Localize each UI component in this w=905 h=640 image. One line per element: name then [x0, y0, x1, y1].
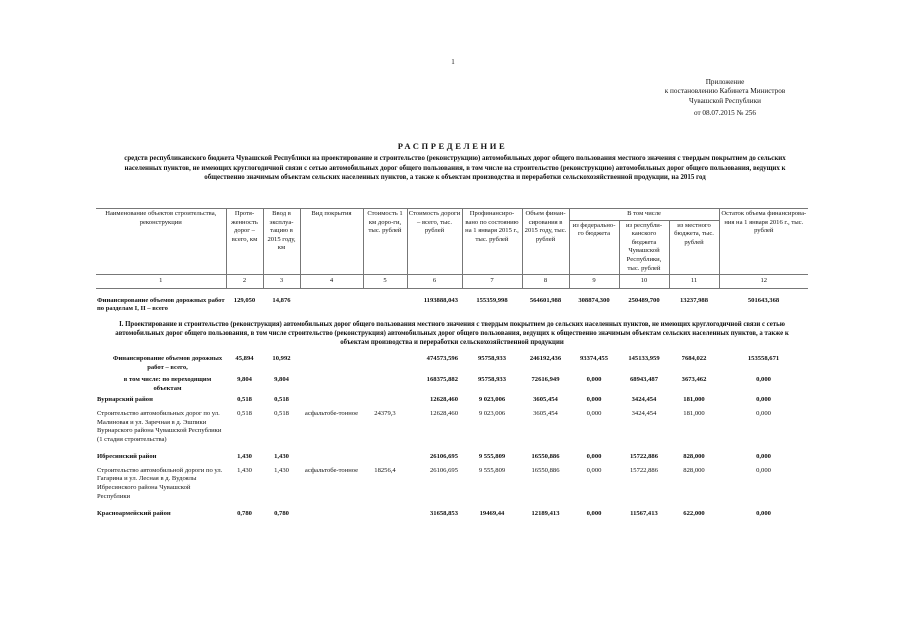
document-title: РАСПРЕДЕЛЕНИЕ	[397, 141, 508, 151]
cell-local: 7684,022	[681, 354, 707, 362]
column-number: 11	[669, 275, 719, 289]
cell-financed: 155359,998	[476, 296, 508, 304]
section-title-row	[96, 314, 808, 355]
cell-cost-per-km	[363, 372, 407, 393]
cell-volume: 72616,949	[531, 376, 560, 384]
column-number: 8	[522, 275, 569, 289]
cell-surface	[300, 393, 363, 408]
cell-federal: 0,000	[586, 510, 602, 518]
column-number: 9	[569, 275, 619, 289]
cell-cost-total: 12628,460	[429, 409, 458, 417]
cell-volume: 3605,454	[533, 409, 558, 417]
cell-local: 828,000	[683, 453, 705, 461]
cell-financed: 95758,933	[477, 354, 507, 362]
header-remainder: Остаток объема финансирова-ния на 1 января 2016 г., тыс. рублей	[719, 209, 808, 275]
cell-name: Строительство автомобильных дорог по ул. Малиновая и ул. Заречная в д. Эшпики Вурнарского района Чувашской Республики (1 стадия строительства)	[97, 409, 222, 443]
cell-name: Вурнарский район	[97, 396, 153, 404]
appendix-line-2: к постановлению Кабинета Министров	[664, 87, 786, 96]
column-numbers-row	[96, 275, 808, 289]
table-row-section-total	[96, 355, 808, 372]
cell-commissioning: 1,430	[274, 453, 289, 461]
cell-federal: 0,000	[586, 409, 602, 417]
cell-cost-total: 26106,695	[429, 453, 458, 461]
cell-commissioning: 1,430	[274, 466, 289, 474]
cell-remainder: 0,000	[756, 453, 771, 461]
cell-remainder: 0,000	[756, 396, 771, 404]
cell-remainder: 501643,368	[747, 296, 780, 304]
cell-financed: 9 023,006	[478, 396, 506, 404]
cell-length: 0,518	[237, 396, 252, 404]
header-cost-total: Стоимость дороги – всего, тыс. рублей	[407, 209, 462, 275]
cell-length: 1,430	[237, 466, 252, 474]
cell-commissioning: 0,780	[274, 510, 289, 518]
header-volume: Объем финан-сирования в 2015 году, тыс. рублей	[522, 209, 569, 275]
cell-cost-per-km	[363, 450, 407, 465]
cell-length: 129,050	[233, 296, 256, 304]
cell-cost-per-km	[363, 507, 407, 522]
appendix-line-1: Приложение	[705, 78, 745, 86]
cell-commissioning: 10,992	[272, 354, 291, 362]
cell-financed: 9 555,809	[478, 466, 506, 474]
header-length: Протя-женность дорог – всего, км	[226, 209, 263, 275]
cell-republic: 15722,886	[629, 466, 659, 474]
distribution-table	[96, 208, 808, 522]
column-number: 4	[300, 275, 363, 289]
cell-remainder: 0,000	[756, 376, 771, 384]
cell-republic: 250489,700	[628, 296, 660, 304]
header-financed: Профинансиро-вано по состоянию на 1 января 2015 г., тыс. рублей	[462, 209, 522, 275]
header-federal: из федерально-го бюджета	[569, 220, 619, 275]
cell-remainder: 0,000	[756, 510, 771, 518]
cell-federal: 0,000	[586, 376, 602, 384]
cell-commissioning: 0,518	[274, 396, 289, 404]
cell-volume: 564601,988	[529, 296, 562, 304]
header-republic: из республи-канского бюджета Чувашской Республики, тыс. рублей	[619, 220, 669, 275]
header-cost-per-km: Стоимость 1 км доро-ги, тыс. рублей	[363, 209, 407, 275]
cell-local: 181,000	[683, 409, 705, 417]
cell-local: 828,000	[683, 466, 705, 474]
appendix-line-3: Чувашской Республики	[689, 96, 761, 105]
header-including: В том числе	[569, 209, 719, 221]
cell-name: Финансирование объемов дорожных работ по разделам I, II – всего	[97, 296, 225, 313]
cell-remainder: 0,000	[756, 466, 771, 474]
cell-name: Красноармейский район	[97, 510, 171, 518]
column-number: 5	[363, 275, 407, 289]
cell-financed: 95758,933	[477, 376, 507, 384]
column-number: 7	[462, 275, 522, 289]
appendix-line-4: от 08.07.2015 № 256	[693, 108, 756, 117]
header-commissioning: Ввод в эксплуа-тацию в 2015 году, км	[263, 209, 300, 275]
cell-federal: 308874,300	[578, 296, 610, 304]
cell-length: 0,780	[237, 510, 252, 518]
cell-surface	[300, 355, 363, 372]
cell-cost-total: 474573,596	[426, 354, 458, 362]
cell-volume: 16550,886	[531, 453, 560, 461]
table-row-district	[96, 450, 808, 465]
cell-surface	[300, 450, 363, 465]
cell-name: Ибресинский район	[97, 453, 157, 461]
cell-surface	[300, 297, 363, 314]
cell-financed: 9 023,006	[478, 409, 506, 417]
cell-federal: 93374,455	[579, 354, 609, 362]
cell-federal: 0,000	[586, 396, 602, 404]
cell-local: 3673,462	[681, 376, 707, 384]
cell-surface	[300, 372, 363, 393]
column-number: 2	[226, 275, 263, 289]
cell-financed: 19469,44	[479, 510, 505, 518]
cell-cost-total: 168375,882	[426, 376, 458, 384]
cell-federal: 0,000	[586, 466, 602, 474]
cell-republic: 3424,454	[631, 409, 657, 417]
cell-republic: 11567,413	[630, 510, 658, 518]
cell-cost-per-km	[363, 393, 407, 408]
cell-surface: асфальтобе-тонное	[304, 409, 359, 417]
column-number: 12	[719, 275, 808, 289]
cell-cost-per-km	[363, 297, 407, 314]
cell-republic: 68943,487	[629, 376, 659, 384]
cell-cost-total: 1193888,043	[423, 296, 458, 304]
cell-republic: 145133,959	[628, 354, 660, 362]
cell-federal: 0,000	[586, 453, 602, 461]
cell-cost-total: 31658,853	[429, 510, 458, 518]
cell-local: 181,000	[683, 396, 705, 404]
header-local: из местного бюджета, тыс. рублей	[669, 220, 719, 275]
cell-cost-per-km: 24379,3	[374, 409, 396, 417]
cell-cost-total: 12628,460	[429, 396, 458, 404]
cell-republic: 15722,886	[629, 453, 659, 461]
cell-commissioning: 14,876	[272, 296, 291, 304]
table-row-object	[96, 408, 808, 450]
cell-surface: асфальтобе-тонное	[304, 466, 359, 474]
cell-length: 0,518	[237, 409, 252, 417]
cell-volume: 16550,886	[531, 466, 560, 474]
column-number: 1	[96, 275, 226, 289]
column-number: 3	[263, 275, 300, 289]
page-number: 1	[451, 58, 455, 66]
table-row-district	[96, 507, 808, 522]
cell-local: 13237,988	[680, 296, 709, 304]
cell-name: в том числе: по переходящим объектам	[123, 376, 212, 392]
cell-remainder: 0,000	[756, 409, 771, 417]
cell-volume: 246192,436	[529, 354, 562, 362]
cell-volume: 3605,454	[533, 396, 558, 404]
table-row-district	[96, 393, 808, 408]
cell-surface	[300, 507, 363, 522]
cell-name: Финансирование объемов дорожных работ – всего,	[112, 354, 223, 371]
cell-remainder: 153558,671	[747, 354, 780, 362]
table-row-object	[96, 465, 808, 507]
cell-cost-per-km: 18256,4	[374, 466, 396, 474]
cell-commissioning: 0,518	[274, 409, 289, 417]
cell-length: 45,894	[235, 354, 254, 362]
appendix-block	[600, 78, 850, 118]
cell-length: 1,430	[237, 453, 252, 461]
table-row-carryover	[96, 372, 808, 393]
table-row-grand-total	[96, 297, 808, 314]
cell-local: 622,000	[683, 510, 705, 518]
cell-republic: 3424,454	[631, 396, 657, 404]
district-rows	[96, 393, 808, 522]
cell-name: Строительство автомобильной дороги по ул. Гагарина и ул. Лесная в д. Вудоялы Ибресинского района Чувашской Республики	[97, 466, 223, 500]
cell-cost-total: 26106,695	[429, 466, 458, 474]
document-subtitle: средств республиканского бюджета Чувашской Республики на проектирование и строительство (реконструкцию) автомобильных дорог общего пользования местного значения с твердым покрытием до сельских населенных пунктов, не имеющих круглогодичной связи с сетью автомобильных дорог общего пользования, в том числе на строительство (реконструкцию) автомобильных дорог общего пользования, ведущих к общественно значимым объектам сельских населенных пунктов, а также к объектам производства и переработки сельскохозяйственной продукции, на 2015 год	[124, 155, 786, 182]
column-number: 10	[619, 275, 669, 289]
cell-cost-per-km	[363, 355, 407, 372]
header-name: Наименование объектов строительства, реконструкции	[96, 209, 226, 275]
cell-commissioning: 9,804	[274, 376, 289, 384]
cell-financed: 9 555,809	[478, 453, 506, 461]
cell-length: 9,804	[237, 376, 252, 384]
section-1-title: I. Проектирование и строительство (реконструкция) автомобильных дорог общего пользования местного значения с твердым покрытием до сельских населенных пунктов, не имеющих круглогодичной связи с сетью автомобильных дорог общего пользования, в том числе строительство (реконструкция) автомобильных дорог общего пользования, ведущих к общественно значимым объектам сельских населенных пунктов, а также к объектам производства и переработки сельскохозяйственной продукции	[115, 320, 789, 346]
header-surface: Вид покрытия	[300, 209, 363, 275]
spacer	[96, 288, 808, 297]
cell-volume: 12189,413	[531, 510, 560, 518]
column-number: 6	[407, 275, 462, 289]
